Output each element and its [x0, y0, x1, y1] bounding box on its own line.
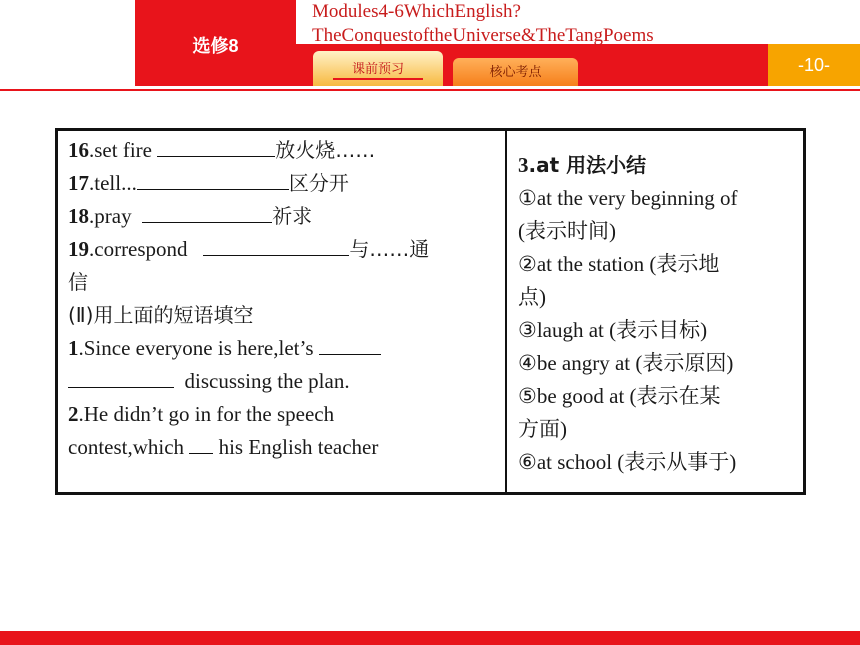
course-label: 选修8 — [192, 36, 239, 56]
blank — [203, 235, 349, 256]
tab-keypoints[interactable] — [453, 58, 578, 86]
header-blank — [0, 0, 135, 86]
item-19-cont: 信 — [68, 270, 88, 294]
sentence-1-cont: discussing the plan. — [68, 365, 500, 398]
module-title — [312, 0, 752, 48]
title-line-2: TheConquestoftheUniverse&TheTangPoems — [312, 25, 654, 46]
blank — [319, 334, 381, 355]
right-column — [518, 149, 800, 479]
tab-keypoints-label: 核心考点 — [489, 64, 542, 79]
usage-item: ⑥at school (表示从事于) — [518, 450, 737, 474]
header-divider — [0, 89, 860, 91]
course-badge — [135, 0, 296, 86]
usage-item: ③laugh at (表示目标) — [518, 318, 708, 342]
sentence-2: 2.He didn’t go in for the speech — [68, 402, 335, 426]
tab-preview[interactable] — [313, 51, 443, 86]
blank — [137, 169, 289, 190]
blank — [157, 136, 275, 157]
usage-heading: 3.at 用法小结 — [518, 153, 647, 177]
blank — [142, 202, 272, 223]
usage-item: 点) — [518, 285, 546, 309]
item-18: 18.pray 祈求 — [68, 204, 313, 228]
usage-item: ①at the very beginning of — [518, 186, 738, 210]
blank — [68, 367, 174, 388]
usage-item: ②at the station (表示地 — [518, 252, 720, 276]
content-table — [55, 128, 806, 495]
sentence-1: 1.Since everyone is here,let’s — [68, 332, 500, 365]
item-19: 19.correspond 与……通 — [68, 237, 430, 261]
footer-bar — [0, 631, 860, 645]
title-line-1: Modules4-6WhichEnglish? — [312, 1, 521, 22]
usage-item: ④be angry at (表示原因) — [518, 351, 734, 375]
usage-item: 方面) — [518, 417, 567, 441]
tab-underline — [333, 78, 423, 80]
usage-item: ⑤be good at (表示在某 — [518, 384, 721, 408]
column-divider — [505, 131, 507, 492]
tab-preview-label: 课前预习 — [351, 61, 404, 76]
item-16: 16.set fire 放火烧…… — [68, 138, 376, 162]
usage-item: (表示时间) — [518, 219, 616, 243]
page-number: -10- — [768, 44, 860, 86]
section-heading: (Ⅱ)用上面的短语填空 — [68, 303, 254, 327]
item-17: 17.tell... 区分开 — [68, 171, 349, 195]
sentence-2-cont: contest,which his English teacher — [68, 435, 379, 459]
left-column — [68, 134, 500, 489]
blank — [189, 433, 213, 454]
